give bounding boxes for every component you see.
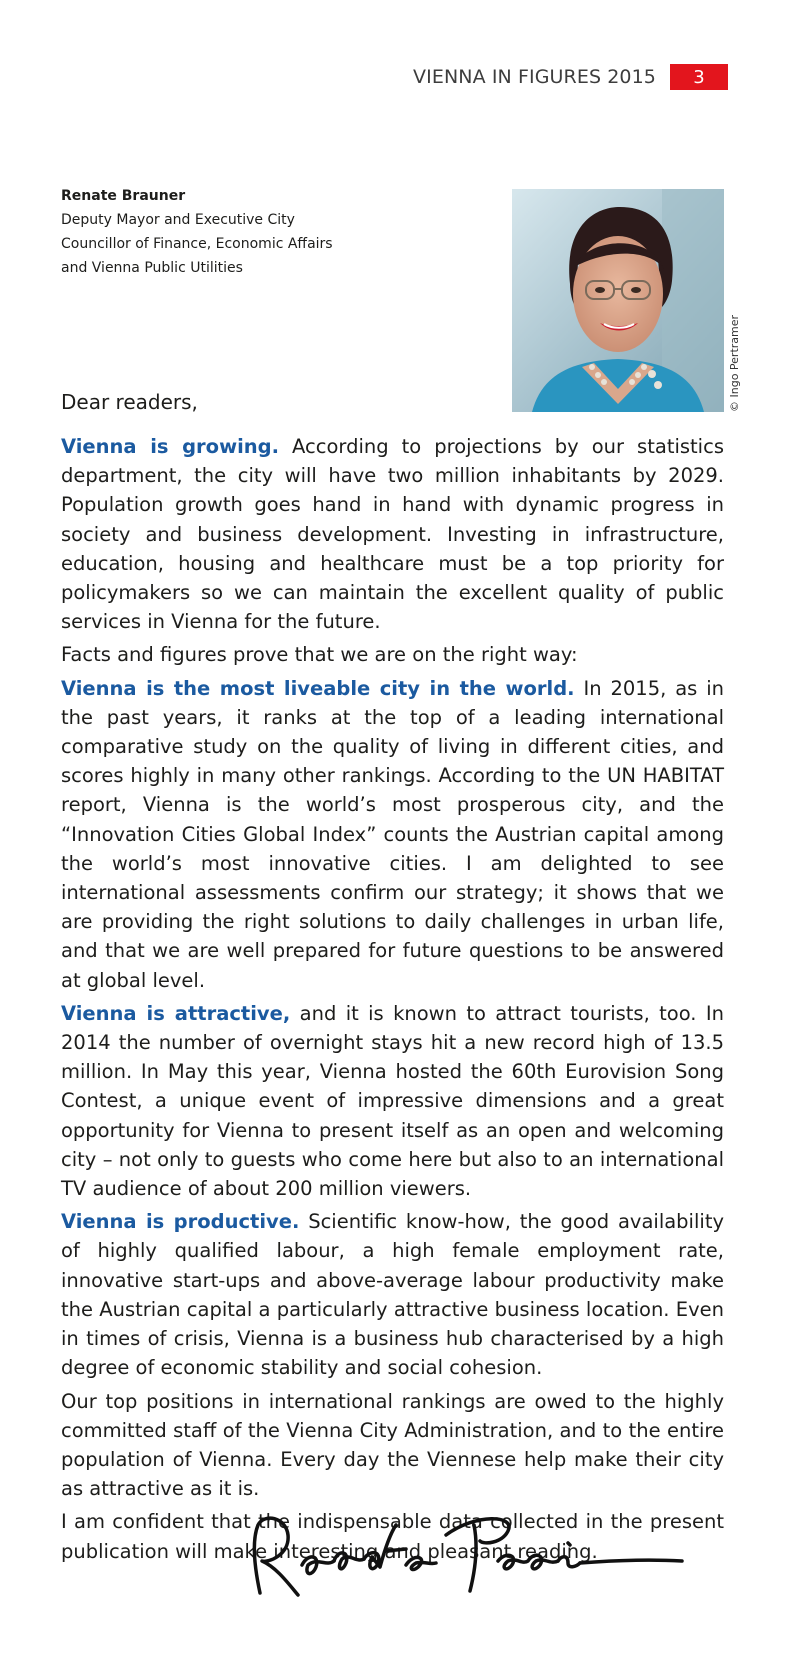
- author-role-line: Deputy Mayor and Executive City: [61, 212, 295, 228]
- paragraph-lead: Vienna is productive.: [61, 1210, 300, 1234]
- paragraph-lead: Vienna is the most liveable city in the world.: [61, 676, 575, 700]
- publication-title: VIENNA IN FIGURES 2015: [413, 66, 656, 88]
- author-role-line: and Vienna Public Utilities: [61, 260, 243, 276]
- photo-credit: © Ingo Pertramer: [728, 314, 741, 412]
- paragraph: [61, 640, 724, 669]
- paragraph-lead: Vienna is attractive,: [61, 1001, 291, 1025]
- paragraph-lead: Vienna is growing.: [61, 435, 280, 458]
- paragraph-text: Our top positions in international rankings are owed to the highly committed staff of the Vienna City Administration, and to the entire population of Vienna. Every day the Viennese help make their city as attractive as it is.: [61, 1389, 724, 1501]
- salutation: Dear readers,: [61, 390, 198, 414]
- author-role-line: Councillor of Finance, Economic Affairs: [61, 236, 333, 252]
- page-number-badge: 3: [670, 64, 728, 90]
- page-header: [413, 64, 728, 90]
- paragraph: [61, 1207, 724, 1382]
- paragraph-text: In 2015, as in the past years, it ranks at the top of a leading international comparative study on the quality of living in different cities, and scores highly in many other rankings. According to the UN HABITAT report, Vienna is the world’s most prosperous city, and the “Innovation Cities Global Index” counts the Austrian capital among the world’s most innovative cities. I am delighted to see international assessments confirm our strategy; it shows that we are providing the right solutions to daily challenges in urban life, and that we are well prepared for future questions to be answered at global level.: [61, 676, 724, 992]
- author-block: [61, 184, 333, 280]
- paragraph: [61, 432, 724, 636]
- paragraph: [61, 999, 724, 1203]
- handwritten-signature: [246, 1505, 686, 1605]
- paragraph-text: According to projections by our statistics department, the city will have two million inhabitants by 2029. Population growth goes hand in hand with dynamic progress in society and business development. Investing in infrastructure, education, housing and healthcare must be a top priority for policymakers so we can maintain the excellent quality of public services in Vienna for the future.: [61, 435, 724, 634]
- paragraph-text: Scientific know-how, the good availability of highly qualified labour, a high female employment rate, innovative start-ups and above-average labour productivity make the Austrian capital a particularly attractive business location. Even in times of crisis, Vienna is a business hub characterised by a high degree of economic stability and social cohesion.: [61, 1210, 724, 1380]
- paragraph: [61, 1387, 724, 1504]
- paragraph-text: and it is known to attract tourists, too. In 2014 the number of overnight stays hit a new record high of 13.5 million. In May this year, Vienna hosted the 60th Eurovision Song Contest, a unique event of impressive dimensions and a great opportunity for Vienna to present itself as an open and welcoming city – not only to guests who come here but also to an international TV audience of about 200 million viewers.: [61, 1001, 724, 1201]
- paragraph-text: I am confident that the indispensable data collected in the present publication will make interesting and pleasant reading.: [61, 1510, 724, 1563]
- author-name: Renate Brauner: [61, 188, 186, 204]
- paragraph: [61, 674, 724, 995]
- paragraph-text: Facts and figures prove that we are on the right way:: [61, 643, 578, 667]
- letter-body: [61, 432, 724, 1570]
- author-portrait-photo: [512, 189, 724, 412]
